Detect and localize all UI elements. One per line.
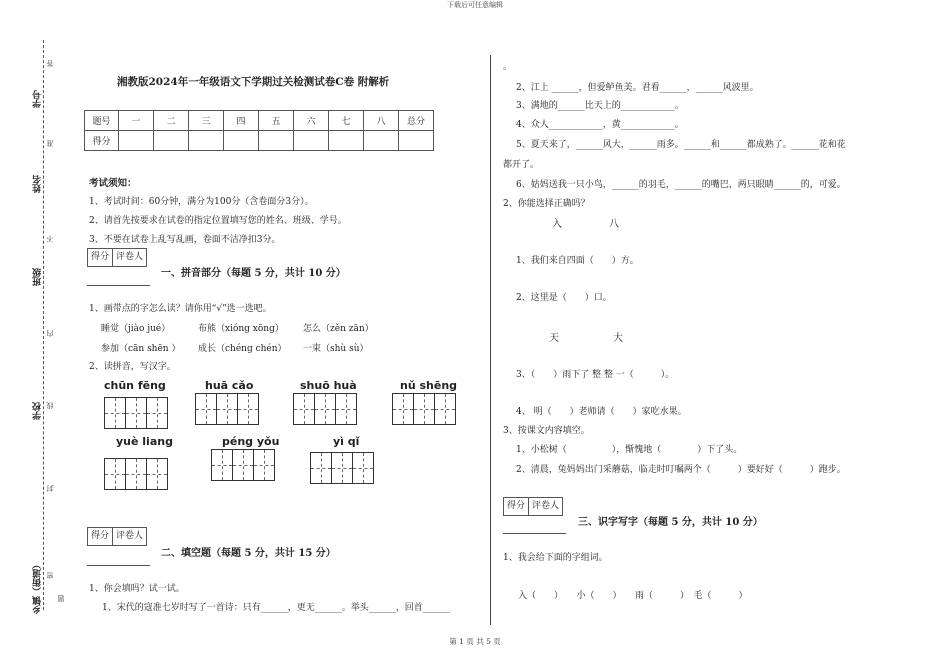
- score-cell[interactable]: [259, 131, 294, 151]
- grader-reviewer-label: 评卷人: [116, 531, 144, 541]
- pinyin-label: chūn fēng: [104, 379, 166, 392]
- label-student-id: 学号: [33, 90, 43, 108]
- notice-item: 1、考试时间：60分钟，满分为100分（含卷面分3分）。: [89, 197, 314, 207]
- grader-reviewer-label: 评卷人: [532, 501, 560, 511]
- writing-grid[interactable]: [211, 449, 275, 481]
- choice-item[interactable]: 成长（chéng chén）: [198, 344, 287, 354]
- notice-item: 2、请首先按要求在试卷的指定位置填写您的姓名、班级、学号。: [89, 216, 347, 226]
- choice-item[interactable]: 参加（cān shēn ）: [101, 344, 181, 354]
- binding-mark: 题: [57, 595, 65, 602]
- fill-line: 。: [503, 62, 513, 72]
- page-footer: 第 1 页 共 5 页: [449, 637, 501, 646]
- score-cell[interactable]: [364, 131, 399, 151]
- writing-grid[interactable]: [195, 393, 259, 425]
- binding-line: [43, 40, 44, 610]
- score-cell[interactable]: [154, 131, 189, 151]
- score-row-label: 得分: [85, 131, 119, 151]
- grader-line: [87, 565, 150, 566]
- pinyin-label: péng yǒu: [222, 435, 280, 448]
- score-header: 一: [119, 111, 154, 131]
- page-title: 湘教版2024年一年级语文下学期过关检测试卷C卷 附解析: [117, 76, 390, 88]
- grader-reviewer-label: 评卷人: [116, 252, 144, 262]
- score-cell[interactable]: [399, 131, 434, 151]
- grader-box: [87, 248, 147, 267]
- question: 1、画带点的字怎么读？请你用“√”选一选吧。: [89, 304, 272, 314]
- writing-grid[interactable]: [293, 393, 357, 425]
- question: 2、读拼音，写汉字。: [89, 362, 176, 372]
- binding-mark: 密: [46, 572, 54, 579]
- binding-mark: 线: [46, 402, 54, 409]
- section1-title: 一、拼音部分（每题 5 分，共计 10 分）: [161, 268, 346, 279]
- binding-mark: 不: [46, 235, 54, 242]
- fill-line: 都开了。: [503, 160, 540, 170]
- grader-score-label: 得分: [504, 498, 529, 515]
- score-header: 六: [294, 111, 329, 131]
- question: 3、按课文内容填空。: [503, 426, 590, 436]
- score-cell[interactable]: [119, 131, 154, 151]
- choice-item[interactable]: 怎么（zěn zān）: [303, 324, 374, 334]
- fill-line: 5、夏天来了，______风大，______雨多。______和______都成熟了。______花和花: [516, 140, 846, 150]
- notice-item: 3、不要在试卷上乱写乱画，卷面不洁净扣3分。: [89, 235, 281, 245]
- column-divider: [490, 55, 491, 625]
- choice-item[interactable]: 睡觉（jiào jué）: [101, 324, 171, 334]
- word-blanks: 入（ ） 小（ ） 雨（ ） 毛（ ）: [518, 591, 748, 601]
- binding-mark: 封: [46, 485, 54, 492]
- pinyin-label: shuō huà: [300, 379, 357, 392]
- pinyin-label: huā cǎo: [205, 379, 254, 392]
- choice-item[interactable]: 布熊（xióng xōng）: [198, 324, 284, 334]
- grader-box: [503, 497, 563, 516]
- writing-grid[interactable]: [392, 393, 456, 425]
- top-note: 下载后可任意编辑: [447, 1, 503, 9]
- char-option: 天: [549, 333, 559, 344]
- pinyin-label: yuè liang: [116, 435, 173, 448]
- writing-grid[interactable]: [104, 397, 168, 429]
- score-cell[interactable]: [294, 131, 329, 151]
- score-header: 二: [154, 111, 189, 131]
- binding-mark: 内: [46, 330, 54, 337]
- fill-line: 4、众人____________，黄____________。: [516, 120, 684, 130]
- score-header: 八: [364, 111, 399, 131]
- question: 1、小松树（ ），惭愧地（ ）下了头。: [516, 445, 743, 455]
- score-cell[interactable]: [224, 131, 259, 151]
- label-township: 乡镇（街道）: [33, 560, 43, 614]
- binding-mark: 答: [46, 60, 54, 67]
- writing-grid[interactable]: [104, 458, 168, 490]
- binding-mark: 准: [46, 140, 54, 147]
- grader-score-label: 得分: [88, 528, 113, 545]
- score-cell[interactable]: [329, 131, 364, 151]
- pinyin-label: yì qǐ: [333, 435, 360, 448]
- score-cell[interactable]: [189, 131, 224, 151]
- fill-line: 3、满地的______比天上的____________。: [516, 101, 684, 111]
- question: 3、（ ）雨下了 整 整 一（ ）。: [516, 370, 675, 380]
- score-header: 三: [189, 111, 224, 131]
- question: 1、宋代的寇准七岁时写了一首诗：只有______，更无______。举头______，回首______: [102, 603, 450, 613]
- char-option: 八: [609, 219, 619, 230]
- question: 2、这里是（ ）口。: [516, 293, 612, 303]
- label-school: 学校: [33, 402, 43, 420]
- notice-heading: 考试须知：: [89, 178, 137, 189]
- question: 4、 明（ ）老师请（ ）家吃水果。: [516, 407, 687, 417]
- question: 1、我会给下面的字组词。: [503, 553, 608, 563]
- fill-line: 2、江上 ______，但爱鲈鱼美。君看______，______风波里。: [516, 83, 759, 93]
- choice-item[interactable]: 一束（shù sù）: [303, 344, 369, 354]
- score-table: [84, 110, 434, 151]
- grader-line: [87, 285, 150, 286]
- grader-line: [503, 533, 566, 534]
- pinyin-label: nǔ shēng: [400, 379, 458, 392]
- char-option: 大: [613, 333, 623, 344]
- question: 2、你能选择正确吗？: [503, 199, 590, 209]
- score-header: 总分: [399, 111, 434, 131]
- writing-grid[interactable]: [310, 452, 374, 484]
- score-header: 四: [224, 111, 259, 131]
- score-header: 七: [329, 111, 364, 131]
- score-header: 五: [259, 111, 294, 131]
- char-option: 入: [552, 219, 562, 230]
- section2-title: 二、填空题（每题 5 分，共计 15 分）: [161, 548, 336, 559]
- fill-line: 6、姑妈送我一只小鸟，______的羽毛，______的嘴巴，两只眼睛______的，可爱。: [516, 180, 846, 190]
- grader-box: [87, 527, 147, 546]
- score-header: 题号: [85, 111, 119, 131]
- label-name: 姓名: [33, 175, 43, 193]
- question: 1、你会填吗？试一试。: [89, 584, 185, 594]
- grader-score-label: 得分: [88, 249, 113, 266]
- label-class: 班级: [33, 268, 43, 286]
- section3-title: 三、识字写字（每题 5 分，共计 10 分）: [578, 517, 763, 528]
- question: 2、清晨，兔妈妈出门采蘑菇，临走时叮嘱两个（ ）要好好（ ）跑步。: [516, 465, 846, 475]
- question: 1、我们来自四面（ ）方。: [516, 256, 639, 266]
